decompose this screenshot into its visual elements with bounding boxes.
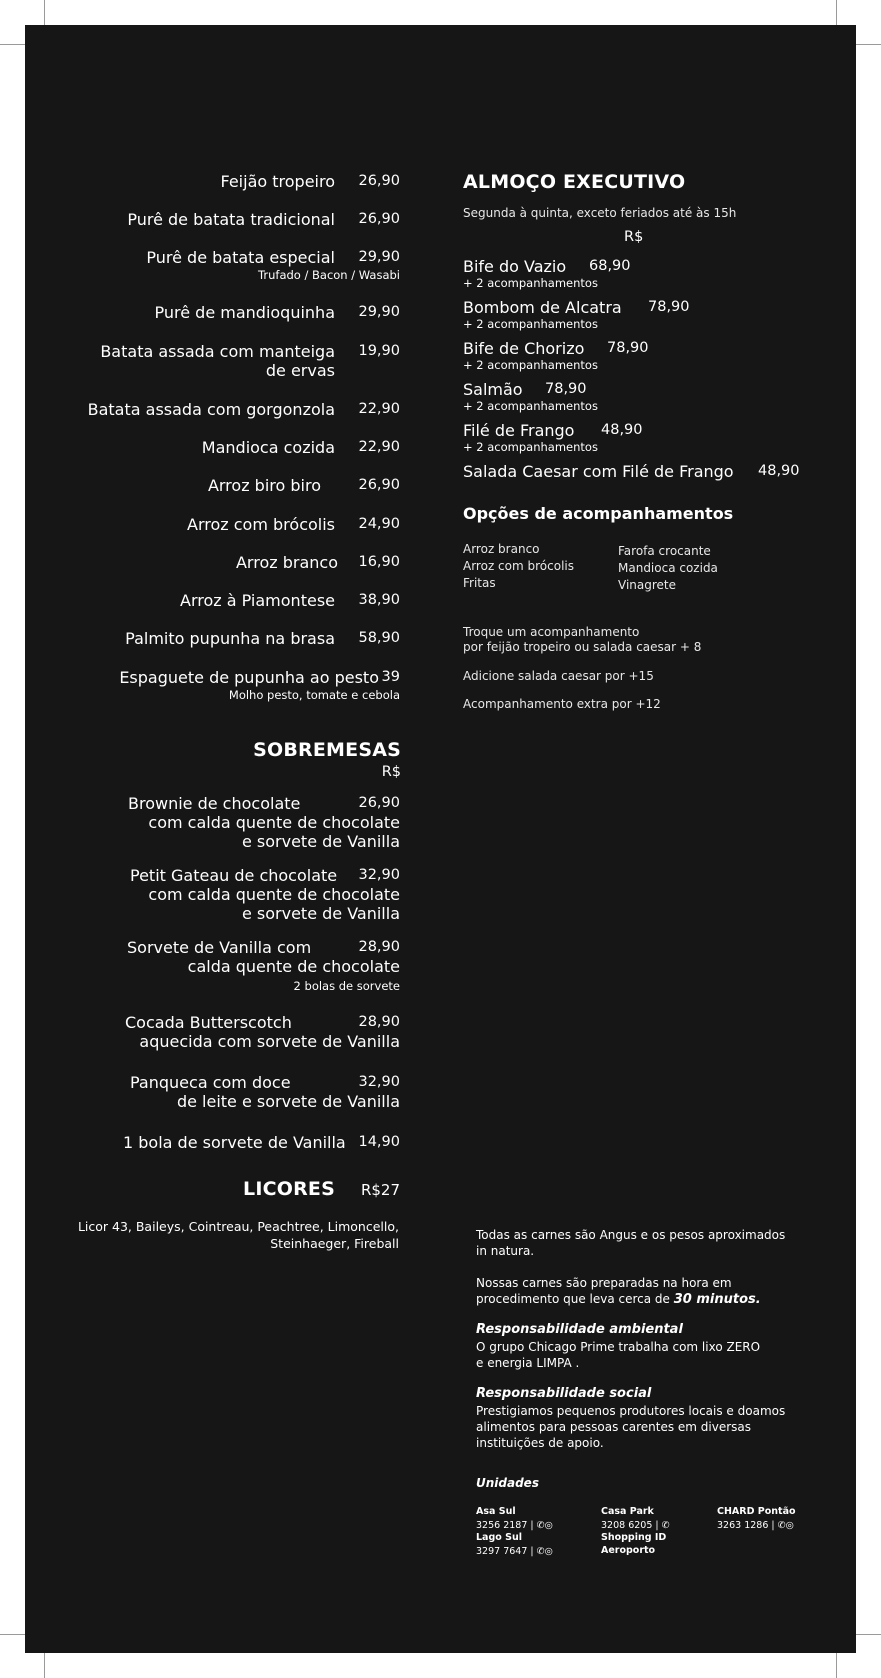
dessert-desc-line: com calda quente de chocolate [148,885,400,904]
dessert-name: 1 bola de sorvete de Vanilla [123,1133,346,1152]
whatsapp-icon: ◎ [785,1520,794,1531]
unit-casa-park: Casa Park [601,1506,654,1517]
lunch-item-note: + 2 acompanhamentos [463,440,598,454]
phone-icon: ✆ [536,1520,545,1531]
dessert-price: 32,90 [358,867,400,883]
opcao-item: Farofa crocante [618,544,711,558]
troque-line1: Troque um acompanhamento [463,625,640,639]
dessert-desc-line: com calda quente de chocolate [148,813,400,832]
info-preparo-time: 30 minutos. [673,1292,761,1307]
lunch-item-price: 68,90 [589,258,631,274]
unit-asa-sul: Asa Sul [476,1506,516,1517]
unit-chard: CHARD Pontão [717,1506,796,1517]
side-item-name: Arroz com brócolis [187,515,335,534]
opcao-item: Vinagrete [618,578,676,592]
dessert-price: 26,90 [358,795,400,811]
dessert-desc-line: e sorvete de Vanilla [241,904,400,923]
opcao-item: Arroz com brócolis [463,559,574,573]
dessert-price: 14,90 [358,1134,400,1150]
dessert-desc-line: 2 bolas de sorvete [293,979,400,993]
unit-casa-park-phone-text: 3208 6205 | [601,1520,659,1531]
dessert-name: Brownie de chocolate [128,794,301,813]
side-item-price: 16,90 [358,554,400,570]
side-item-name: Purê de mandioquinha [154,303,335,322]
side-item-name: Arroz à Piamontese [180,591,335,610]
unit-lago-sul-phone-text: 3297 7647 | [476,1546,534,1557]
lunch-item-price: 78,90 [545,381,587,397]
sobremesas-currency: R$ [381,764,401,780]
licores-list-line2: Steinhaeger, Fireball [270,1236,399,1251]
unidades-title: Unidades [476,1476,539,1490]
side-item-price: 29,90 [358,304,400,320]
info-preparo [476,1275,796,1308]
whatsapp-icon: ◎ [544,1546,553,1557]
dessert-name: Cocada Butterscotch [125,1013,292,1032]
phone-icon: ✆ [777,1520,786,1531]
licores-price: R$27 [360,1181,400,1199]
dessert-price: 28,90 [358,1014,400,1030]
unit-chard-phone-text: 3263 1286 | [717,1520,775,1531]
almoco-subtitle: Segunda à quinta, exceto feriados até às 15h [463,206,737,220]
soc-title: Responsabilidade social [476,1386,652,1401]
opcoes-title: Opções de acompanhamentos [463,504,734,523]
lunch-item-name: Bife de Chorizo [463,339,585,358]
licores-list-line1: Licor 43, Baileys, Cointreau, Peachtree, Limoncello, [77,1219,399,1234]
amb-line2: e energia LIMPA . [476,1356,580,1370]
lunch-item-price: 48,90 [601,422,643,438]
unit-lago-sul: Lago Sul [476,1532,522,1543]
licores-title: LICORES [243,1178,335,1200]
unit-chard-phone [717,1519,794,1533]
side-item-name: Espaguete de pupunha ao pesto [119,668,379,687]
soc-text: Prestigiamos pequenos produtores locais e doamos alimentos para pessoas carentes em diversas instituições de apoio. [476,1404,786,1450]
phone-icon: ✆ [661,1520,670,1531]
lunch-item-name: Salada Caesar com Filé de Frango [463,462,734,481]
dessert-desc-line: aquecida com sorvete de Vanilla [139,1032,400,1051]
side-item-name: Feijão tropeiro [220,172,335,191]
side-item-note: Trufado / Bacon / Wasabi [258,268,400,282]
side-item-name: Arroz branco [235,553,338,572]
dessert-price: 28,90 [358,939,400,955]
almoco-currency: R$ [624,229,644,245]
lunch-item-name: Bife do Vazio [463,257,567,276]
dessert-name: Sorvete de Vanilla com [127,938,312,957]
dessert-desc-line: e sorvete de Vanilla [241,832,400,851]
side-item-name-cont: de ervas [265,361,335,380]
lunch-item-name: Filé de Frango [463,421,575,440]
unit-asa-sul-phone-text: 3256 2187 | [476,1520,534,1531]
side-item-price: 26,90 [358,173,400,189]
amb-title: Responsabilidade ambiental [476,1322,683,1337]
unit-aeroporto: Aeroporto [601,1545,656,1556]
sobremesas-title: SOBREMESAS [253,739,401,761]
side-item-price: 24,90 [358,516,400,532]
extra-line: Acompanhamento extra por +12 [463,697,661,711]
side-item-price: 29,90 [358,249,400,265]
side-item-note: Molho pesto, tomate e cebola [228,688,400,702]
almoco-title: ALMOÇO EXECUTIVO [463,171,686,193]
lunch-item-name: Salmão [463,380,523,399]
info-preparo-text: Nossas carnes são preparadas na hora em procedimento que leva cerca de [476,1276,732,1306]
side-item-price: 38,90 [358,592,400,608]
lunch-item-note: + 2 acompanhamentos [463,276,598,290]
opcao-item: Arroz branco [463,542,540,556]
side-item-price: 26,90 [358,211,400,227]
lunch-item-price: 48,90 [758,463,800,479]
unit-asa-sul-phone [476,1519,553,1533]
side-item-price: 19,90 [358,343,400,359]
troque-line2: por feijão tropeiro ou salada caesar + 8 [463,640,702,654]
side-item-name: Batata assada com gorgonzola [87,400,335,419]
lunch-item-price: 78,90 [607,340,649,356]
dessert-desc-line: de leite e sorvete de Vanilla [176,1092,400,1111]
opcao-item: Mandioca cozida [618,561,718,575]
side-item-name: Purê de batata tradicional [127,210,335,229]
info-angus: Todas as carnes são Angus e os pesos aproximados in natura. [476,1228,786,1258]
side-item-name: Batata assada com manteiga [100,342,335,361]
unit-lago-sul-phone [476,1545,553,1559]
side-item-name: Palmito pupunha na brasa [125,629,335,648]
dessert-name: Panqueca com doce [130,1073,291,1092]
unit-shopping-id: Shopping ID [601,1532,667,1543]
whatsapp-icon: ◎ [544,1520,553,1531]
side-item-name: Mandioca cozida [201,438,335,457]
dessert-desc-line: calda quente de chocolate [187,957,400,976]
side-item-price: 22,90 [358,439,400,455]
lunch-item-note: + 2 acompanhamentos [463,317,598,331]
lunch-item-note: + 2 acompanhamentos [463,399,598,413]
dessert-name: Petit Gateau de chocolate [130,866,338,885]
opcao-item: Fritas [463,576,496,590]
lunch-item-price: 78,90 [648,299,690,315]
amb-line1: O grupo Chicago Prime trabalha com lixo ZERO [476,1340,761,1354]
lunch-item-note: + 2 acompanhamentos [463,358,598,372]
side-item-price: 26,90 [358,477,400,493]
side-item-price: 58,90 [358,630,400,646]
dessert-price: 32,90 [358,1074,400,1090]
side-item-name: Purê de batata especial [146,248,335,267]
side-item-price: 39 [381,669,400,685]
adicione-line: Adicione salada caesar por +15 [463,669,654,683]
phone-icon: ✆ [536,1546,545,1557]
unit-casa-park-phone [601,1519,670,1533]
side-item-price: 22,90 [358,401,400,417]
side-item-name: Arroz biro biro [207,476,321,495]
lunch-item-name: Bombom de Alcatra [463,298,622,317]
